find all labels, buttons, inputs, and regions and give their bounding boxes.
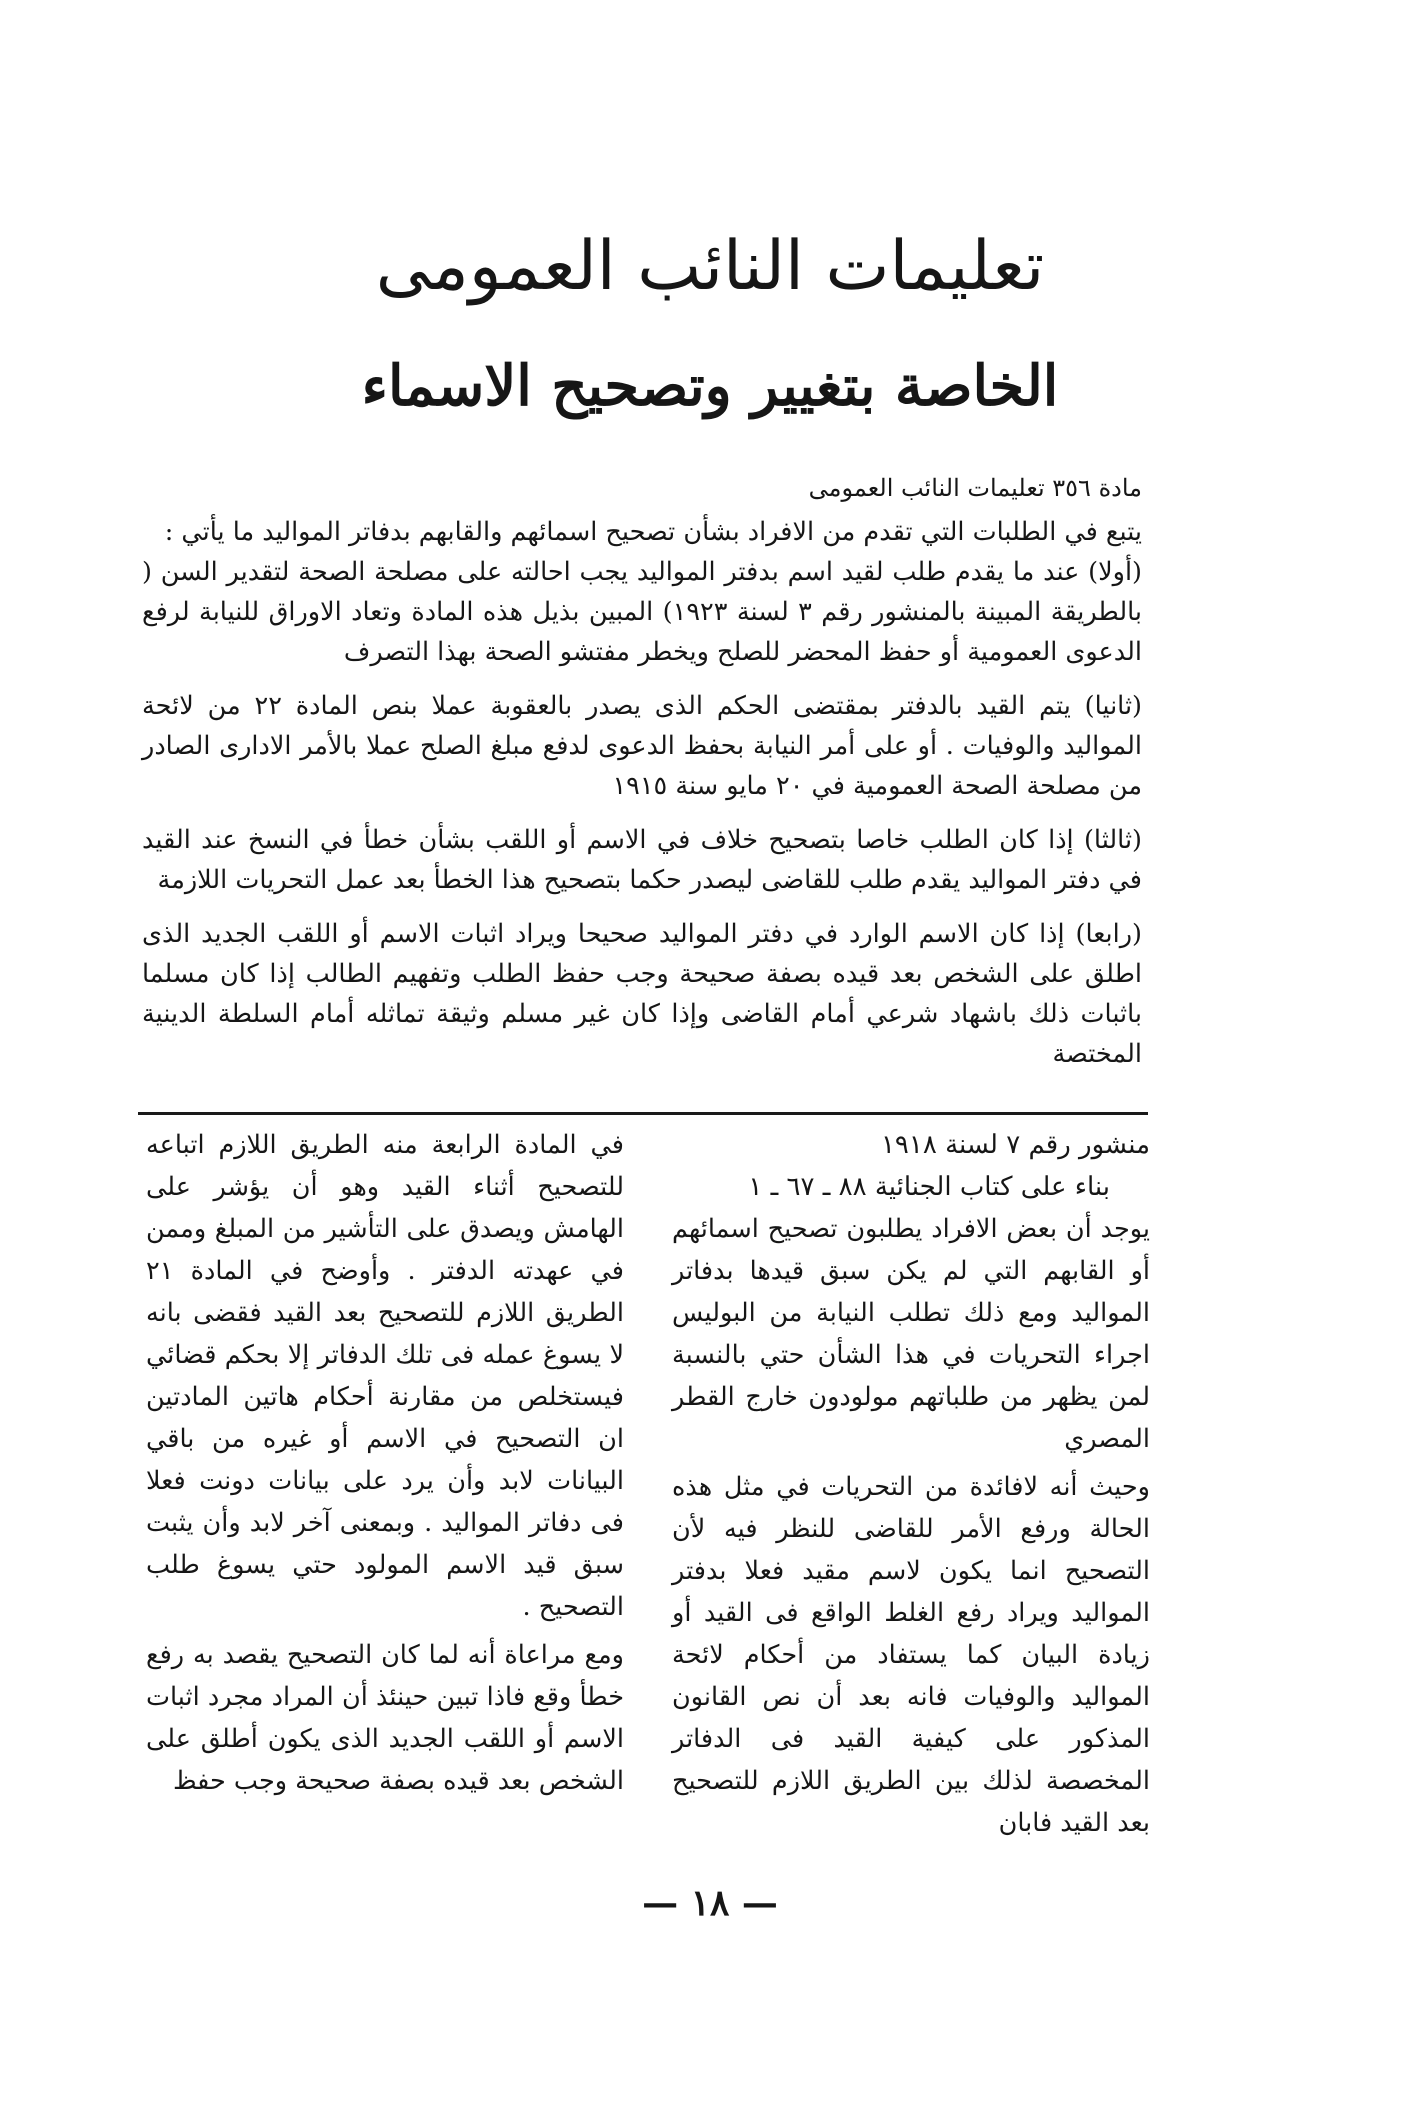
article-clause-second: (ثانيا) يتم القيد بالدفتر بمقتضى الحكم الذى يصدر بالعقوبة عملا بنص المادة ٢٢ من لائحة المواليد والوفيات . أو على أمر النيابة بحفظ الدعوى لدفع مبلغ الصلح عملا بالأمر الادارى الصادر من مصلحة الصحة العمومية في ٢٠ مايو سنة ١٩١٥ <box>142 691 1142 801</box>
circular-left-column <box>146 1124 624 1808</box>
page-title: تعليمات النائب العمومى <box>375 227 1045 306</box>
page-subtitle: الخاصة بتغيير وتصحيح الاسماء <box>361 353 1059 419</box>
section-divider <box>138 1112 1148 1115</box>
article-clause-first: (أولا) عند ما يقدم طلب لقيد اسم بدفتر المواليد يجب احالته على مصلحة الصحة لتقدير السن ( بالطريقة المبينة بالمنشور رقم ٣ لسنة ١٩٢٣) المبين بذيل هذه المادة وتعاد الاوراق للنيابة لرفع الدعوى العمومية أو حفظ المحضر للصلح ويخطر مفتشو الصحة بهذا التصرف <box>142 557 1142 667</box>
page-number: — ١٨ — <box>642 1882 778 1924</box>
circular-paragraph: يوجد أن بعض الافراد يطلبون تصحيح اسمائهم أو القابهم التي لم يكن سبق قيدها بدفاتر المواليد ومع ذلك تطلب النيابة من البوليس اجراء التحريات في هذا الشأن حتي بالنسبة لمن يظهر من طلباتهم مولودون خارج القطر المصري <box>672 1214 1150 1454</box>
circular-heading: منشور رقم ٧ لسنة ١٩١٨ <box>880 1130 1150 1160</box>
circular-paragraph: في المادة الرابعة منه الطريق اللازم اتباعه للتصحيح أثناء القيد وهو أن يؤشر على الهامش ويصدق على التأشير من المبلغ وممن في عهدته الدفتر . وأوضح في المادة ٢١ الطريق اللازم للتصحيح بعد القيد فقضى بانه لا يسوغ عمله فى تلك الدفاتر إلا بحكم قضائي فيستخلص من مقارنة أحكام هاتين المادتين ان التصحيح في الاسم أو غيره من باقي البيانات لابد وأن يرد على بيانات دونت فعلا فى دفاتر المواليد . وبمعنى آخر لابد وأن يثبت سبق قيد الاسم المولود حتي يسوغ طلب التصحيح . <box>146 1130 624 1622</box>
article-heading: مادة ٣٥٦ تعليمات النائب العمومى <box>808 474 1142 502</box>
circular-paragraph: ومع مراعاة أنه لما كان التصحيح يقصد به رفع خطأ وقع فاذا تبين حينئذ أن المراد مجرد اثبات الاسم أو اللقب الجديد الذى يكون أطلق على الشخص بعد قيده بصفة صحيحة وجب حفظ <box>146 1640 624 1796</box>
article-clause-fourth: (رابعا) إذا كان الاسم الوارد في دفتر المواليد صحيحا ويراد اثبات الاسم أو اللقب الجديد الذى اطلق على الشخص بعد قيده بصفة صحيحة وجب حفظ الطلب وتفهيم الطالب إذا كان مسلما باثبات ذلك باشهاد شرعي أمام القاضى وإذا كان غير مسلم وثيقة تماثله أمام السلطة الدينية المختصة <box>142 919 1142 1069</box>
article-section <box>142 468 1142 1088</box>
article-intro: يتبع في الطلبات التي تقدم من الافراد بشأن تصحيح اسمائهم والقابهم بدفاتر المواليد ما يأتي : <box>164 517 1142 547</box>
circular-subheading: بناء على كتاب الجنائية ٨٨ ـ ٦٧ ـ ١ <box>748 1172 1110 1202</box>
article-clause-third: (ثالثا) إذا كان الطلب خاصا بتصحيح خلاف في الاسم أو اللقب بشأن خطأ في النسخ عند القيد في دفتر المواليد يقدم طلب للقاضى ليصدر حكما بتصحيح هذا الخطأ بعد عمل التحريات اللازمة <box>142 825 1142 895</box>
circular-paragraph: وحيث أنه لافائدة من التحريات في مثل هذه الحالة ورفع الأمر للقاضى للنظر فيه لأن التصحيح انما يكون لاسم مقيد فعلا بدفتر المواليد ويراد رفع الغلط الواقع فى القيد أو زيادة البيان كما يستفاد من أحكام لائحة المواليد والوفيات فانه بعد أن نص القانون المذكور على كيفية القيد فى الدفاتر المخصصة لذلك بين الطريق اللازم للتصحيح بعد القيد فابان <box>672 1472 1150 1838</box>
circular-right-column <box>672 1124 1150 1850</box>
